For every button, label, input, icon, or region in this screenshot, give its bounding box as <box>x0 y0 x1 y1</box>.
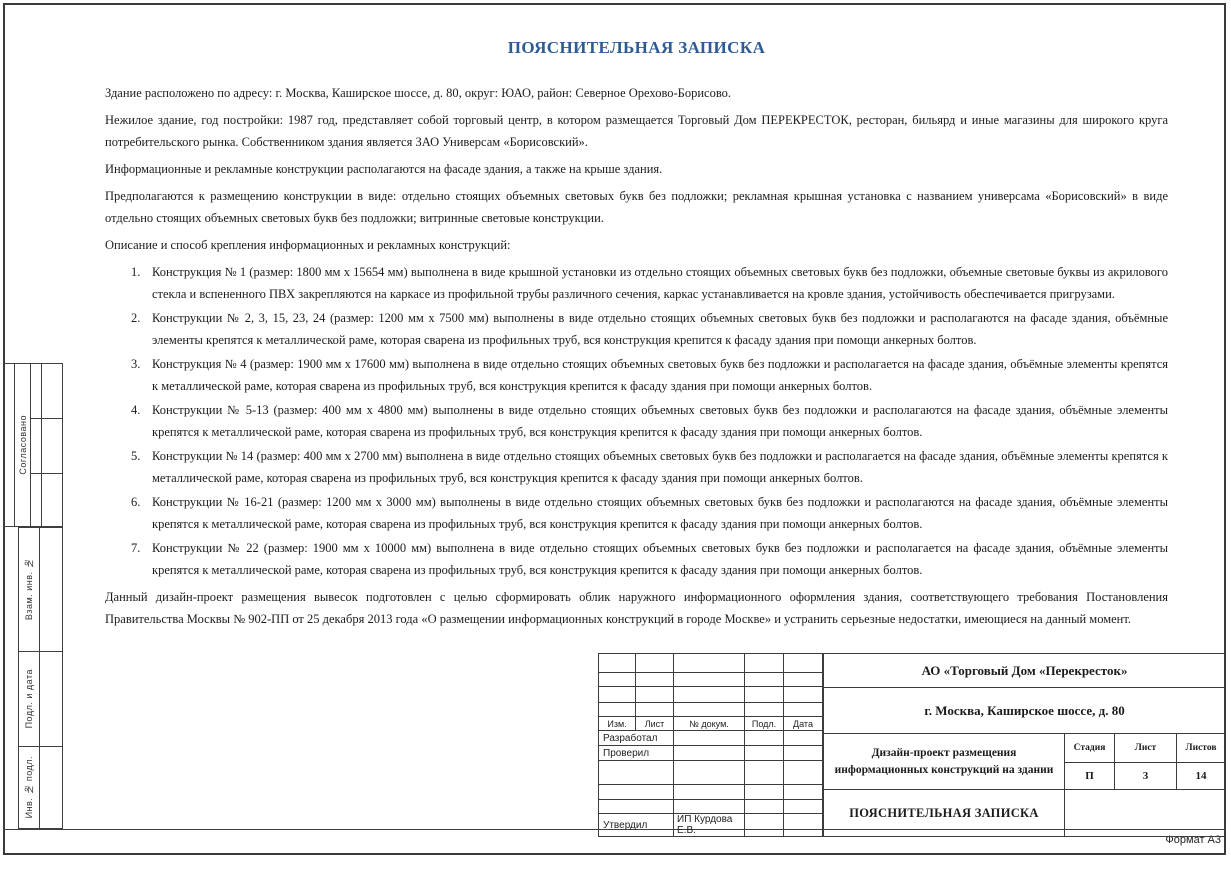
inv-podl-section <box>19 746 62 828</box>
list-item-5: 5. Конструкции № 14 (размер: 400 мм х 2700 мм) выполнена в виде отдельно стоящих объемных световых букв без подложки и располагается на фасаде здания, объёмные элементы крепятся к металлической раме, которая сварена из профильных труб, вся конструкция крепится к фасаду здания при помощи анкерных болтов. <box>131 449 1168 485</box>
approval-table <box>3 363 63 527</box>
closing-paragraph: Данный дизайн-проект размещения вывесок подготовлен с целью сформировать облик наружного информационного оформления здания, соответствующего требования Постановления Правительства Москвы № 902-ПП от 25 декабря 2013 года «О размещении информационных конструкций в городе Москве» и устранить серьезные недостатки, имеющиеся на данный момент. <box>105 590 1168 626</box>
side-attribute-tables <box>18 527 63 829</box>
organization-cell <box>1065 790 1226 837</box>
list-item-3: 3. Конструкция № 4 (размер: 1900 мм х 17600 мм) выполнена в виде отдельно стоящих объемных световых букв без подложки и располагается на фасаде здания, объёмные элементы крепятся к металлической раме, которая сварена из профильных труб, вся конструкция крепится к фасаду здания при помощи анкерных болтов. <box>131 357 1168 393</box>
stage-label: Стадия <box>1065 734 1115 763</box>
inv-podl-label: Инв. № подл. <box>24 756 34 819</box>
title-block-revision-table <box>598 653 823 837</box>
object-address: г. Москва, Каширское шоссе, д. 80 <box>824 688 1226 734</box>
col-header-dokum: № докум. <box>674 717 745 731</box>
col-header-list: Лист <box>636 717 674 731</box>
podl-data-label: Подл. и дата <box>24 669 34 729</box>
sheet-value: 3 <box>1115 763 1177 790</box>
vzam-inv-section <box>19 528 62 651</box>
paragraph-5: Описание и способ крепления информационных и рекламных конструкций: <box>105 238 511 252</box>
list-item-1: 1. Конструкция № 1 (размер: 1800 мм х 15654 мм) выполнена в виде крышной установки из отдельно стоящих объемных световых букв без подложки, объемные световые буквы из акрилового стекла и вспененного ПВХ закрепляются на каркасе из профильной трубы различного сечения, каркас устанавливается на кровле здания, устойчивость обеспечивается пригрузами. <box>131 265 1168 301</box>
project-name: Дизайн-проект размещения информационных конструкций на здании <box>824 734 1065 790</box>
sheet-title: ПОЯСНИТЕЛЬНАЯ ЗАПИСКА <box>824 790 1065 837</box>
approved-name: ИП Курдова Е.В. <box>674 814 745 837</box>
approval-empty-column <box>4 364 15 526</box>
sheets-value: 14 <box>1177 763 1226 790</box>
paragraph-2: Нежилое здание, год постройки: 1987 год, представляет собой торговый центр, в котором размещается Торговый Дом ПЕРЕКРЕСТОК, ресторан, бильярд и иные магазины для широкого круга потребительского рынка. Собственником здания является ЗАО Универсам «Борисовский». <box>105 113 1168 149</box>
list-item-6: 6. Конструкции № 16-21 (размер: 1200 мм х 3000 мм) выполнены в виде отдельно стоящих объемных световых букв без подложки и располагаются на фасаде здания, объёмные элементы крепятся к металлической раме, которая сварена из профильных труб, вся конструкция крепится к фасаду здания при помощи анкерных болтов. <box>131 495 1168 531</box>
document-heading: ПОЯСНИТЕЛЬНАЯ ЗАПИСКА <box>507 38 766 57</box>
stage-value: П <box>1065 763 1115 790</box>
approval-label-cell <box>15 364 31 526</box>
vzam-inv-label: Взам. инв. № <box>24 558 34 621</box>
approval-signature-column <box>31 364 42 526</box>
role-approved: Утвердил <box>599 814 674 837</box>
sheets-label: Листов <box>1177 734 1226 763</box>
company-name: АО «Торговый Дом «Перекресток» <box>824 654 1226 688</box>
podl-data-section <box>19 651 62 746</box>
sheet-label: Лист <box>1115 734 1177 763</box>
constructions-list <box>105 261 1168 581</box>
col-header-izm: Изм. <box>599 717 636 731</box>
list-item-2: 2. Конструкции № 2, 3, 15, 23, 24 (размер: 1200 мм х 7500 мм) выполнены в виде отдельно стоящих объемных световых букв без подложки и располагаются на фасаде здания, объёмные элементы крепятся к металлической раме, которая сварена из профильных труб, вся конструкция крепится к фасаду здания при помощи анкерных болтов. <box>131 311 1168 347</box>
approval-label: Согласовано <box>17 415 28 475</box>
document-content <box>105 30 1168 635</box>
paragraph-4: Предполагаются к размещению конструкции в виде: отдельно стоящих объемных световых букв без подложки; рекламная крышная установка с названием универсама «Борисовский» в виде отдельно стоящих объемных световых букв без подложки; витринные световые конструкции. <box>105 189 1168 225</box>
role-developed: Разработал <box>599 731 674 746</box>
col-header-podp: Подл. <box>745 717 784 731</box>
role-checked: Проверил <box>599 746 674 761</box>
title-block <box>598 653 1226 837</box>
paragraph-1: Здание расположено по адресу: г. Москва, Каширское шоссе, д. 80, округ: ЮАО, район: Северное Орехово-Борисово. <box>105 86 732 100</box>
list-item-4: 4. Конструкции № 5-13 (размер: 400 мм х 4800 мм) выполнены в виде отдельно стоящих объемных световых букв без подложки и располагаются на фасаде здания, объёмные элементы крепятся к металлической раме, которая сварена из профильных труб, вся конструкция крепится к фасаду здания при помощи анкерных болтов. <box>131 403 1168 439</box>
paragraph-3: Информационные и рекламные конструкции располагаются на фасаде здания, а также на крыше здания. <box>105 162 663 176</box>
approval-date-column <box>42 364 62 526</box>
list-item-7: 7. Конструкции № 22 (размер: 1900 мм х 10000 мм) выполнена в виде отдельно стоящих объемных световых букв без подложки и располагается на фасаде здания, объёмные элементы крепятся к металлической раме, которая сварена из профильных труб, вся конструкция крепится к фасаду здания при помощи анкерных болтов. <box>131 541 1168 577</box>
format-label: Формат А3 <box>1165 834 1221 846</box>
title-block-info-table <box>823 653 1226 837</box>
col-header-data: Дата <box>784 717 823 731</box>
